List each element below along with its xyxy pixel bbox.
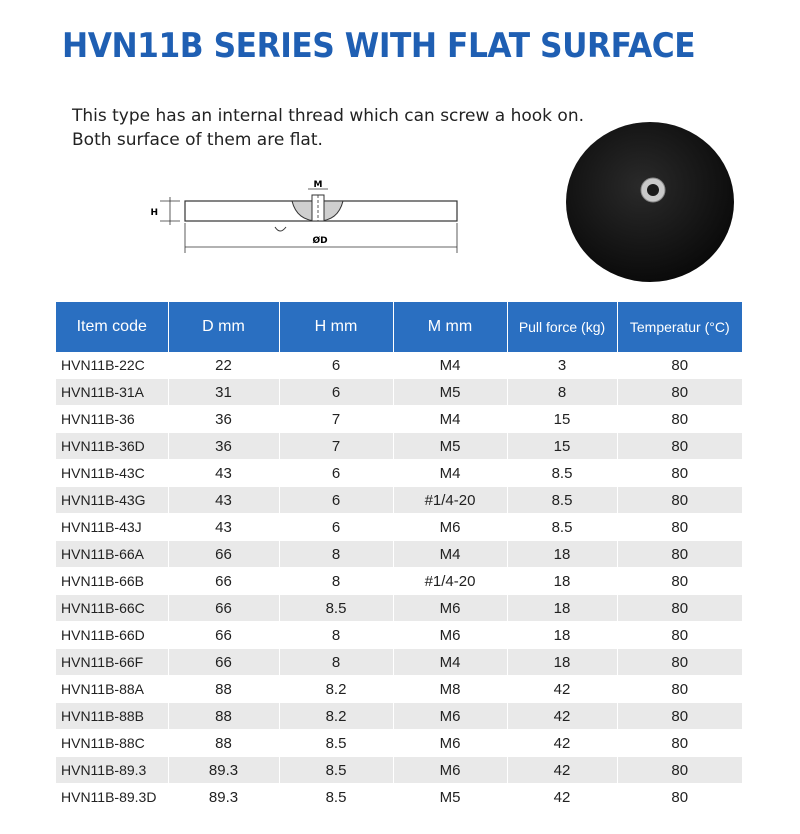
cell-temperature: 80 — [617, 784, 742, 811]
cell-m-mm: M8 — [393, 676, 507, 703]
cell-pull-force: 42 — [507, 676, 617, 703]
cell-temperature: 80 — [617, 406, 742, 433]
description-line-1: This type has an internal thread which can screw a hook on. — [72, 106, 585, 126]
cell-item-code: HVN11B-43J — [56, 514, 168, 541]
cell-pull-force: 18 — [507, 649, 617, 676]
cell-h-mm: 8.2 — [279, 676, 393, 703]
cell-item-code: HVN11B-88C — [56, 730, 168, 757]
cell-item-code: HVN11B-22C — [56, 352, 168, 379]
cell-d-mm: 22 — [168, 352, 279, 379]
table-row — [56, 622, 742, 649]
cell-h-mm: 8.2 — [279, 703, 393, 730]
cell-item-code: HVN11B-89.3D — [56, 784, 168, 811]
cell-h-mm: 7 — [279, 433, 393, 460]
description — [72, 104, 584, 152]
cell-temperature: 80 — [617, 622, 742, 649]
cell-pull-force: 15 — [507, 433, 617, 460]
cell-item-code: HVN11B-66F — [56, 649, 168, 676]
cell-d-mm: 66 — [168, 622, 279, 649]
label-d: ØD — [312, 236, 328, 246]
label-m: M — [313, 180, 323, 190]
cell-m-mm: M4 — [393, 460, 507, 487]
label-h: H — [150, 208, 158, 218]
cell-m-mm: M4 — [393, 649, 507, 676]
cell-pull-force: 3 — [507, 352, 617, 379]
technical-drawing — [140, 175, 480, 260]
cell-m-mm: M6 — [393, 514, 507, 541]
cell-d-mm: 31 — [168, 379, 279, 406]
cell-h-mm: 6 — [279, 487, 393, 514]
cell-pull-force: 8 — [507, 379, 617, 406]
cell-pull-force: 8.5 — [507, 514, 617, 541]
table-row — [56, 514, 742, 541]
cell-pull-force: 42 — [507, 703, 617, 730]
cell-d-mm: 88 — [168, 676, 279, 703]
header-d-mm: D mm — [168, 302, 279, 352]
cell-item-code: HVN11B-88A — [56, 676, 168, 703]
cell-h-mm: 8 — [279, 622, 393, 649]
cell-d-mm: 66 — [168, 568, 279, 595]
table-row — [56, 541, 742, 568]
cell-item-code: HVN11B-89.3 — [56, 757, 168, 784]
cell-pull-force: 18 — [507, 595, 617, 622]
table-row — [56, 406, 742, 433]
cell-temperature: 80 — [617, 757, 742, 784]
cell-m-mm: M5 — [393, 784, 507, 811]
cell-h-mm: 8 — [279, 568, 393, 595]
cell-item-code: HVN11B-36D — [56, 433, 168, 460]
cell-d-mm: 89.3 — [168, 757, 279, 784]
cell-m-mm: #1/4-20 — [393, 487, 507, 514]
cell-item-code: HVN11B-43C — [56, 460, 168, 487]
cell-pull-force: 42 — [507, 730, 617, 757]
cell-h-mm: 7 — [279, 406, 393, 433]
cell-pull-force: 8.5 — [507, 487, 617, 514]
description-line-2: Both surface of them are flat. — [72, 130, 323, 150]
cell-h-mm: 8 — [279, 649, 393, 676]
cell-item-code: HVN11B-66C — [56, 595, 168, 622]
cell-h-mm: 8.5 — [279, 730, 393, 757]
product-photo — [560, 120, 740, 290]
table-row — [56, 703, 742, 730]
cell-temperature: 80 — [617, 703, 742, 730]
table-row — [56, 433, 742, 460]
header-item-code: Item code — [56, 302, 168, 352]
table-row — [56, 784, 742, 811]
cell-temperature: 80 — [617, 352, 742, 379]
cell-temperature: 80 — [617, 487, 742, 514]
cell-item-code: HVN11B-66A — [56, 541, 168, 568]
cell-temperature: 80 — [617, 379, 742, 406]
cell-h-mm: 6 — [279, 514, 393, 541]
header-pull-force: Pull force (kg) — [507, 302, 617, 352]
cell-item-code: HVN11B-66D — [56, 622, 168, 649]
table-row — [56, 379, 742, 406]
cell-d-mm: 89.3 — [168, 784, 279, 811]
cell-d-mm: 43 — [168, 514, 279, 541]
cell-item-code: HVN11B-36 — [56, 406, 168, 433]
table-row — [56, 676, 742, 703]
cell-m-mm: M4 — [393, 352, 507, 379]
cell-d-mm: 88 — [168, 703, 279, 730]
cell-d-mm: 43 — [168, 460, 279, 487]
cell-m-mm: M6 — [393, 730, 507, 757]
cell-item-code: HVN11B-43G — [56, 487, 168, 514]
table-row — [56, 487, 742, 514]
cell-d-mm: 66 — [168, 595, 279, 622]
table-row — [56, 460, 742, 487]
table-row — [56, 757, 742, 784]
cell-temperature: 80 — [617, 595, 742, 622]
cell-pull-force: 42 — [507, 784, 617, 811]
cell-item-code: HVN11B-66B — [56, 568, 168, 595]
cell-pull-force: 15 — [507, 406, 617, 433]
page-title: HVN11B SERIES WITH FLAT SURFACE — [62, 26, 696, 66]
cell-h-mm: 8 — [279, 541, 393, 568]
cell-h-mm: 8.5 — [279, 757, 393, 784]
cell-d-mm: 43 — [168, 487, 279, 514]
cell-temperature: 80 — [617, 433, 742, 460]
table-row — [56, 649, 742, 676]
cell-m-mm: M4 — [393, 406, 507, 433]
cell-temperature: 80 — [617, 460, 742, 487]
cell-m-mm: M6 — [393, 622, 507, 649]
cell-h-mm: 6 — [279, 379, 393, 406]
cell-d-mm: 36 — [168, 406, 279, 433]
table-header-row — [56, 302, 742, 352]
cell-d-mm: 66 — [168, 541, 279, 568]
table-row — [56, 568, 742, 595]
cell-m-mm: M4 — [393, 541, 507, 568]
cell-h-mm: 8.5 — [279, 595, 393, 622]
cell-pull-force: 8.5 — [507, 460, 617, 487]
table-row — [56, 352, 742, 379]
cell-m-mm: M6 — [393, 703, 507, 730]
cell-m-mm: M5 — [393, 433, 507, 460]
cell-d-mm: 66 — [168, 649, 279, 676]
cell-m-mm: M6 — [393, 595, 507, 622]
cell-d-mm: 88 — [168, 730, 279, 757]
cell-item-code: HVN11B-31A — [56, 379, 168, 406]
cell-pull-force: 18 — [507, 541, 617, 568]
cell-temperature: 80 — [617, 676, 742, 703]
cell-temperature: 80 — [617, 568, 742, 595]
header-m-mm: M mm — [393, 302, 507, 352]
header-h-mm: H mm — [279, 302, 393, 352]
table-row — [56, 730, 742, 757]
cell-item-code: HVN11B-88B — [56, 703, 168, 730]
cell-h-mm: 8.5 — [279, 784, 393, 811]
cell-h-mm: 6 — [279, 352, 393, 379]
cell-m-mm: #1/4-20 — [393, 568, 507, 595]
cell-m-mm: M5 — [393, 379, 507, 406]
cell-temperature: 80 — [617, 541, 742, 568]
cell-temperature: 80 — [617, 649, 742, 676]
table-row — [56, 595, 742, 622]
cell-m-mm: M6 — [393, 757, 507, 784]
cell-temperature: 80 — [617, 514, 742, 541]
cell-d-mm: 36 — [168, 433, 279, 460]
cell-pull-force: 18 — [507, 622, 617, 649]
cell-pull-force: 42 — [507, 757, 617, 784]
cell-temperature: 80 — [617, 730, 742, 757]
specification-table — [56, 302, 742, 811]
header-temperature: Temperatur (°C) — [617, 302, 742, 352]
cell-h-mm: 6 — [279, 460, 393, 487]
cell-pull-force: 18 — [507, 568, 617, 595]
